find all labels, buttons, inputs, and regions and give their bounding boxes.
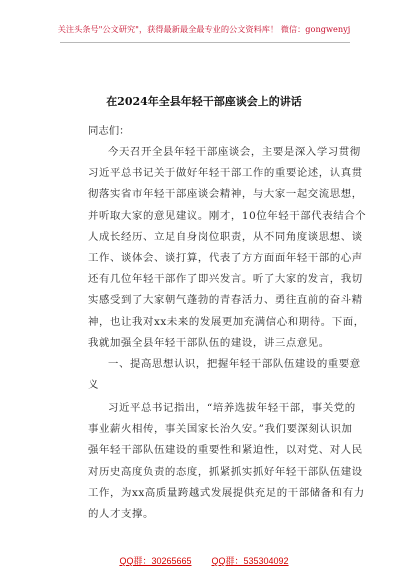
paragraph-line: 我就加强全县年轻干部队伍的建设，讲三点意见。 [88,336,330,349]
paragraph-line: 并听取大家的意见建议。刚才，10位年轻干部代表结合个 [88,209,367,222]
paragraph-line: 彻落实省市年轻干部座谈会精神，与大家一起交流思想， [88,188,363,201]
qq-group-2: QQ群：535304092 [211,556,289,566]
paragraph-line: 实感受到了大家朝气蓬勃的青春活力、勇往直前的奋斗精 [88,294,363,307]
paragraph-line: 习近平总书记关于做好年轻干部工作的重要论述，认真贯 [88,167,363,180]
paragraph-1 [88,142,367,354]
paragraph-line: 工作，为xx高质量跨越式发展提供充足的干部储备和有力 [88,486,365,499]
document-title: 在2024年全县年轻干部座谈会上的讲话 [106,95,302,108]
paragraph-2 [88,398,365,525]
paragraph-line: 强年轻干部队伍建设的重要性和紧迫性，以对党、对人民 [88,444,363,457]
paragraph-line: 今天召开全县年轻干部座谈会，主要是深入学习贯彻 [108,146,361,158]
paragraph-line: 人成长经历、立足自身岗位职责，从不同角度谈思想、谈 [88,230,363,243]
paragraph-line: 对历史高度负责的态度，抓紧抓实抓好年轻干部队伍建设 [88,465,363,478]
heading-line: 义 [88,379,99,392]
salutation: 同志们： [88,125,130,137]
paragraph-line: 神，也让我对xx未来的发展更加充满信心和期待。下面， [88,315,365,328]
paragraph-line: 工作、谈体会、谈打算，代表了方方面面年轻干部的心声 [88,252,363,265]
heading-line: 一、提高思想认识，把握年轻干部队伍建设的重要意 [108,358,361,370]
paragraph-line: 还有几位年轻干部作了即兴发言。听了大家的发言，我切 [88,273,363,286]
footer-contact [0,554,408,567]
header-promo-note: 关注头条号"公文研究"，获得最新最全最专业的公文资料库！ 微信：gongwenyj [57,24,351,34]
section-heading-1 [88,354,361,396]
paragraph-line: 习近平总书记指出，“培养选拔年轻干部，事关党的 [108,402,356,414]
header-divider [60,42,350,43]
paragraph-line: 的人才支撑。 [88,508,154,521]
paragraph-line: 事业薪火相传，事关国家长治久安。”我们要深刻认识加 [88,423,353,436]
qq-group-1: QQ群：30265665 [119,556,192,566]
